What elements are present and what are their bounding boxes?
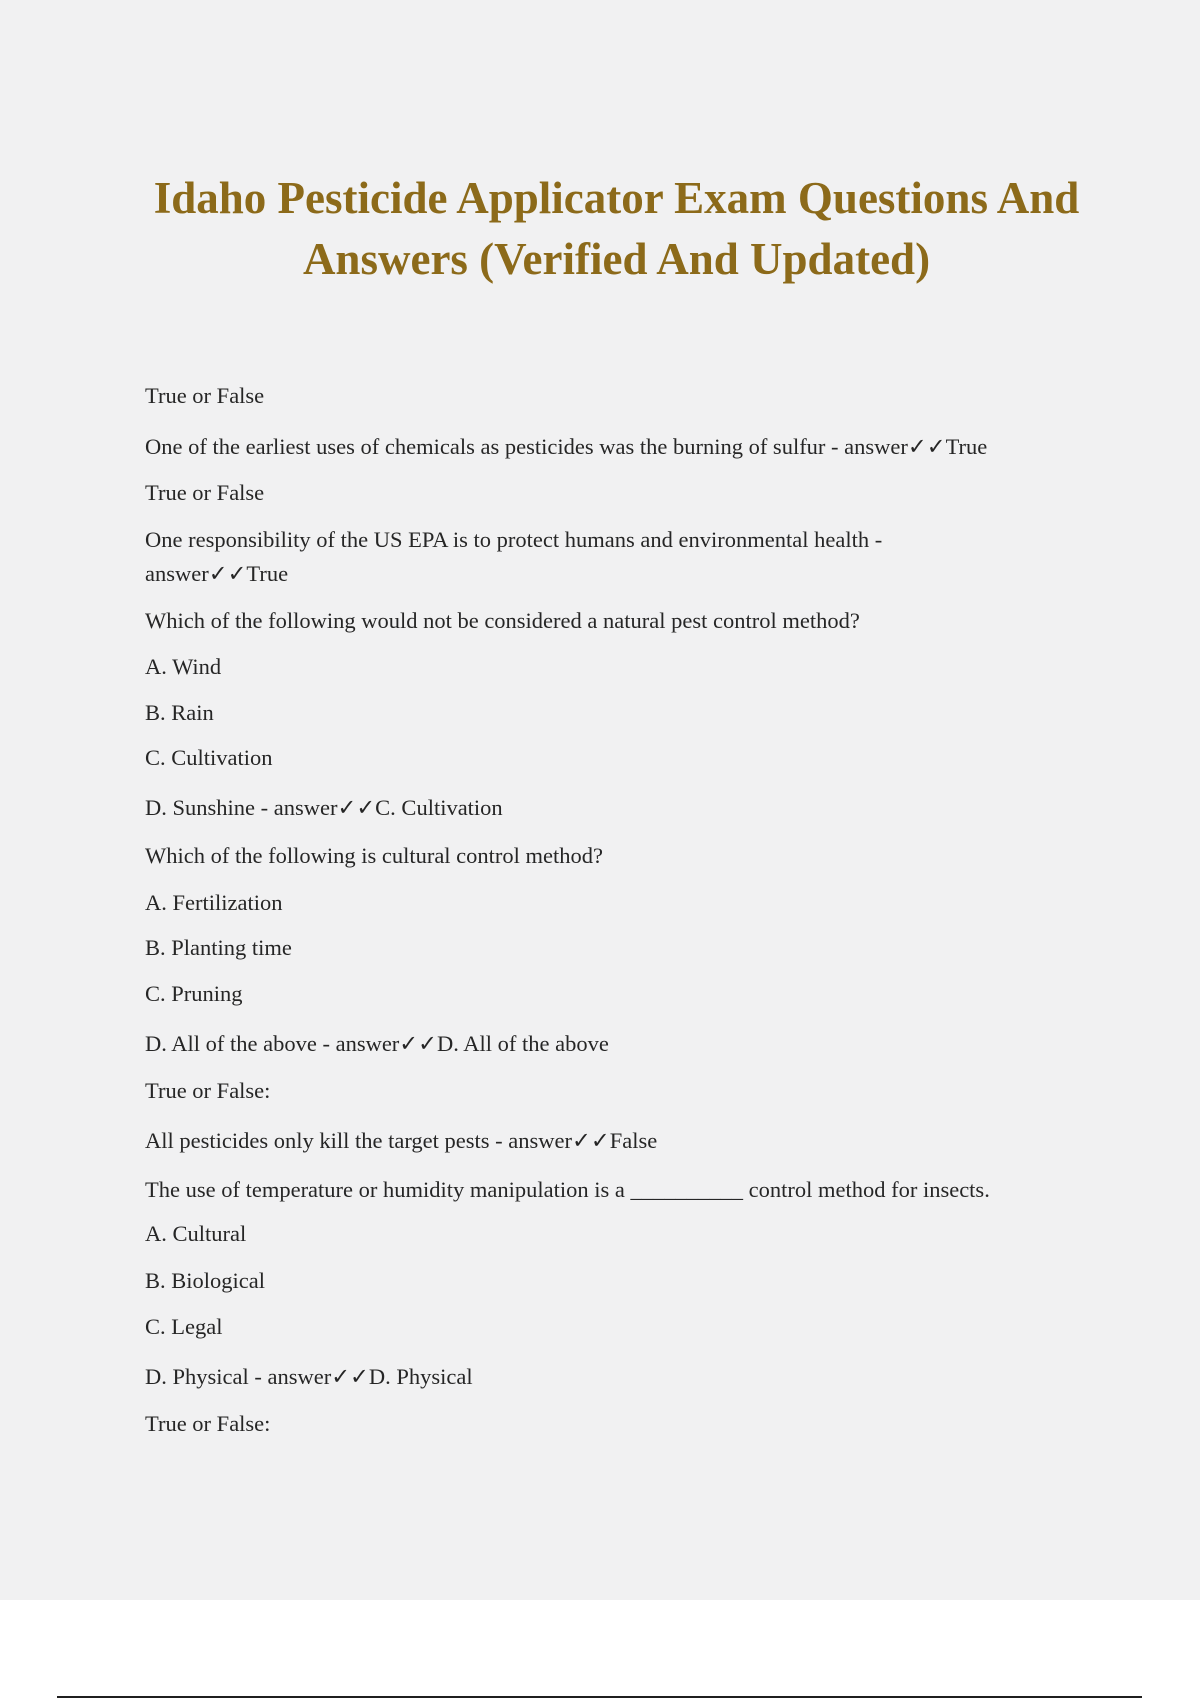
option-line: C. Pruning <box>145 981 243 1006</box>
document-title: Idaho Pesticide Applicator Exam Questions And Answers (Verified And Updated) <box>153 173 1080 284</box>
option-line: B. Planting time <box>145 935 292 960</box>
question-line: Which of the following would not be considered a natural pest control method? <box>145 608 860 633</box>
answer-line: D. Physical - answer✓✓D. Physical <box>145 1364 473 1389</box>
question-line: True or False: <box>145 1078 271 1103</box>
question-line: The use of temperature or humidity manipulation is a __________ control method for insects. <box>145 1177 990 1202</box>
option-line: C. Cultivation <box>145 745 273 770</box>
option-line: A. Cultural <box>145 1221 247 1246</box>
question-line: True or False <box>145 480 265 505</box>
question-line: True or False <box>145 383 265 408</box>
answer-line: All pesticides only kill the target pests - answer✓✓False <box>145 1128 658 1153</box>
option-line: B. Biological <box>145 1268 265 1293</box>
answer-line: One of the earliest uses of chemicals as pesticides was the burning of sulfur - answer✓✓True <box>145 434 988 459</box>
option-line: A. Wind <box>145 654 222 679</box>
footer-divider <box>57 1696 1142 1698</box>
answer-line: D. All of the above - answer✓✓D. All of the above <box>145 1031 609 1056</box>
answer-line: D. Sunshine - answer✓✓C. Cultivation <box>145 795 503 820</box>
option-line: B. Rain <box>145 700 214 725</box>
option-line: A. Fertilization <box>145 890 283 915</box>
question-line: True or False: <box>145 1411 271 1436</box>
question-line: Which of the following is cultural control method? <box>145 843 604 868</box>
option-line: C. Legal <box>145 1314 223 1339</box>
answer-line: One responsibility of the US EPA is to protect humans and environmental health - answer✓✓True <box>145 527 883 586</box>
